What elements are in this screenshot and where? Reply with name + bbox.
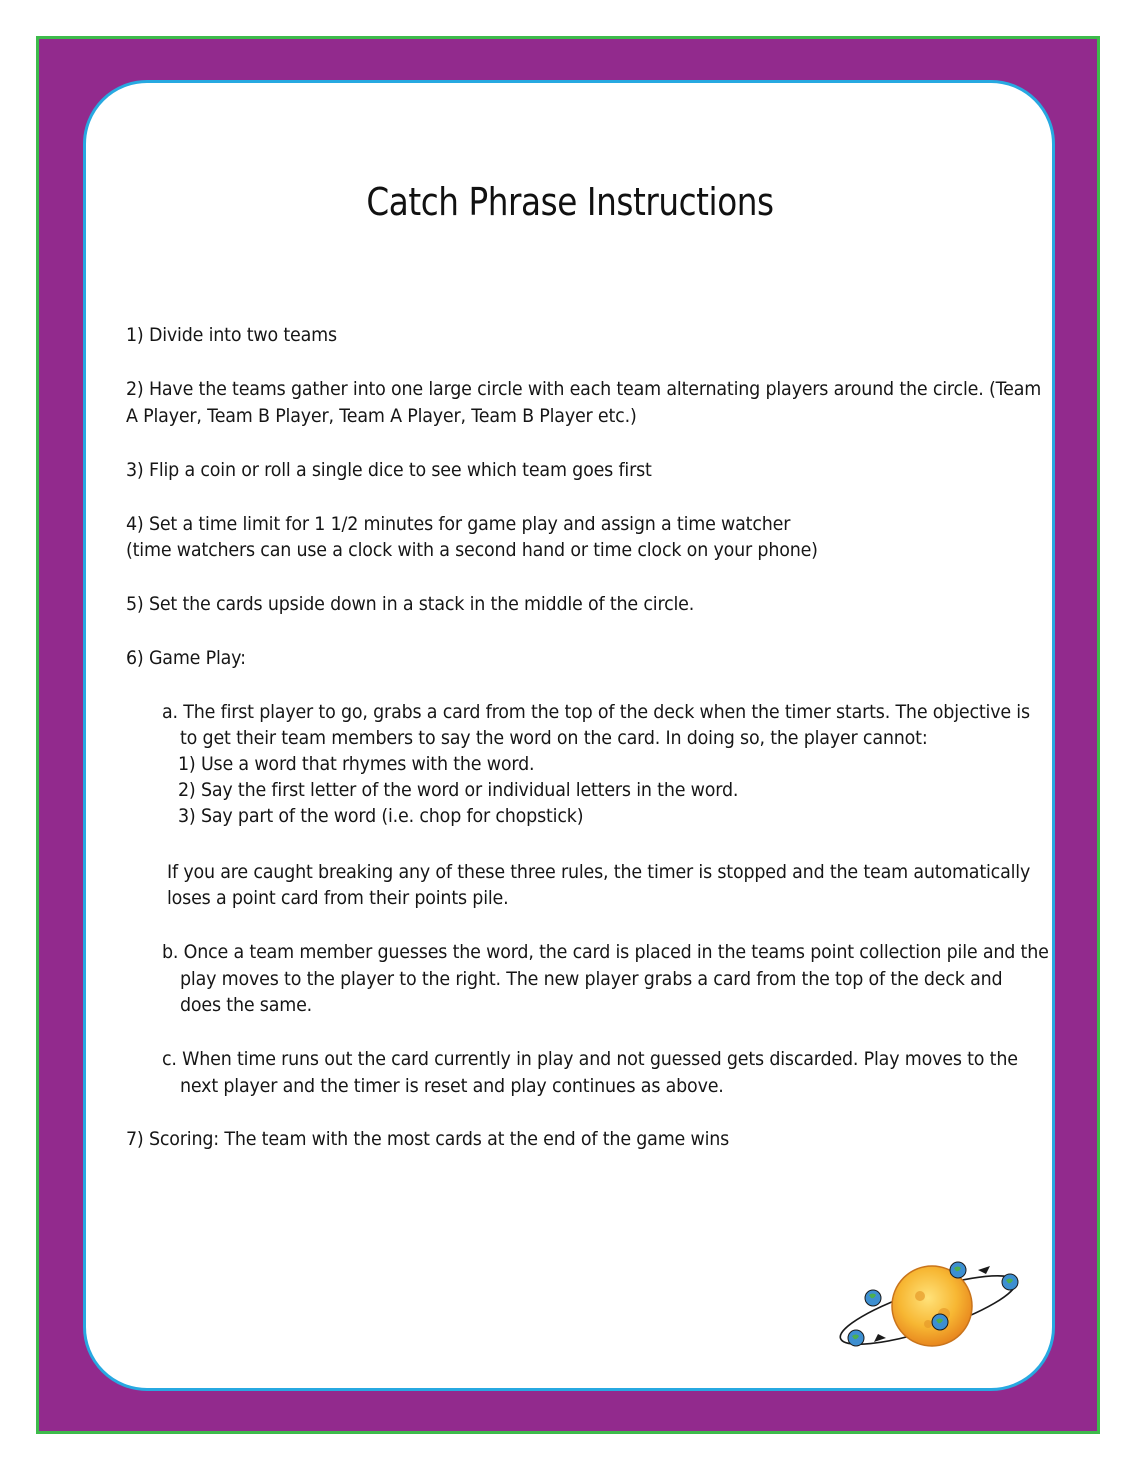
rule-2: 2) Say the first letter of the word or individual letters in the word.	[178, 779, 739, 801]
step-6a-line-2: to get their team members to say the word on the card. In doing so, the player cannot:	[180, 727, 928, 749]
step-5: 5) Set the cards upside down in a stack in the middle of the circle.	[126, 593, 695, 615]
step-6b-line-2: play moves to the player to the right. The new player grabs a card from the top of the deck and	[180, 968, 1003, 990]
rule-3: 3) Say part of the word (i.e. chop for chopstick)	[178, 805, 584, 827]
step-6c-line-2: next player and the timer is reset and play continues as above.	[180, 1075, 724, 1097]
penalty-line-2: loses a point card from their points pile.	[167, 887, 509, 909]
step-6c-line-1: c. When time runs out the card currently in play and not guessed gets discarded. Play moves to the	[162, 1048, 1018, 1070]
step-6b-line-1: b. Once a team member guesses the word, the card is placed in the teams point collection pile and the	[162, 941, 1049, 963]
step-6a-line-1: a. The first player to go, grabs a card from the top of the deck when the timer starts. The objective is	[162, 701, 1030, 723]
step-7: 7) Scoring: The team with the most cards at the end of the game wins	[126, 1128, 730, 1150]
step-4-line-1: 4) Set a time limit for 1 1/2 minutes for game play and assign a time watcher	[126, 513, 791, 535]
step-2-line-1: 2) Have the teams gather into one large circle with each team alternating players around the circle. (Team	[126, 378, 1042, 400]
rule-1: 1) Use a word that rhymes with the word.	[178, 753, 535, 775]
step-6b-line-3: does the same.	[180, 994, 313, 1016]
step-6-heading: 6) Game Play:	[126, 647, 246, 669]
step-4-line-2: (time watchers can use a clock with a second hand or time clock on your phone)	[126, 539, 818, 561]
step-2-line-2: A Player, Team B Player, Team A Player, Team B Player etc.)	[126, 405, 637, 427]
step-3: 3) Flip a coin or roll a single dice to see which team goes first	[126, 459, 652, 481]
page-title: Catch Phrase Instructions	[366, 180, 774, 224]
sun-with-orbiting-earths-icon	[828, 1258, 1028, 1358]
step-1: 1) Divide into two teams	[126, 324, 337, 346]
penalty-line-1: If you are caught breaking any of these three rules, the timer is stopped and the team automatically	[167, 861, 1031, 883]
